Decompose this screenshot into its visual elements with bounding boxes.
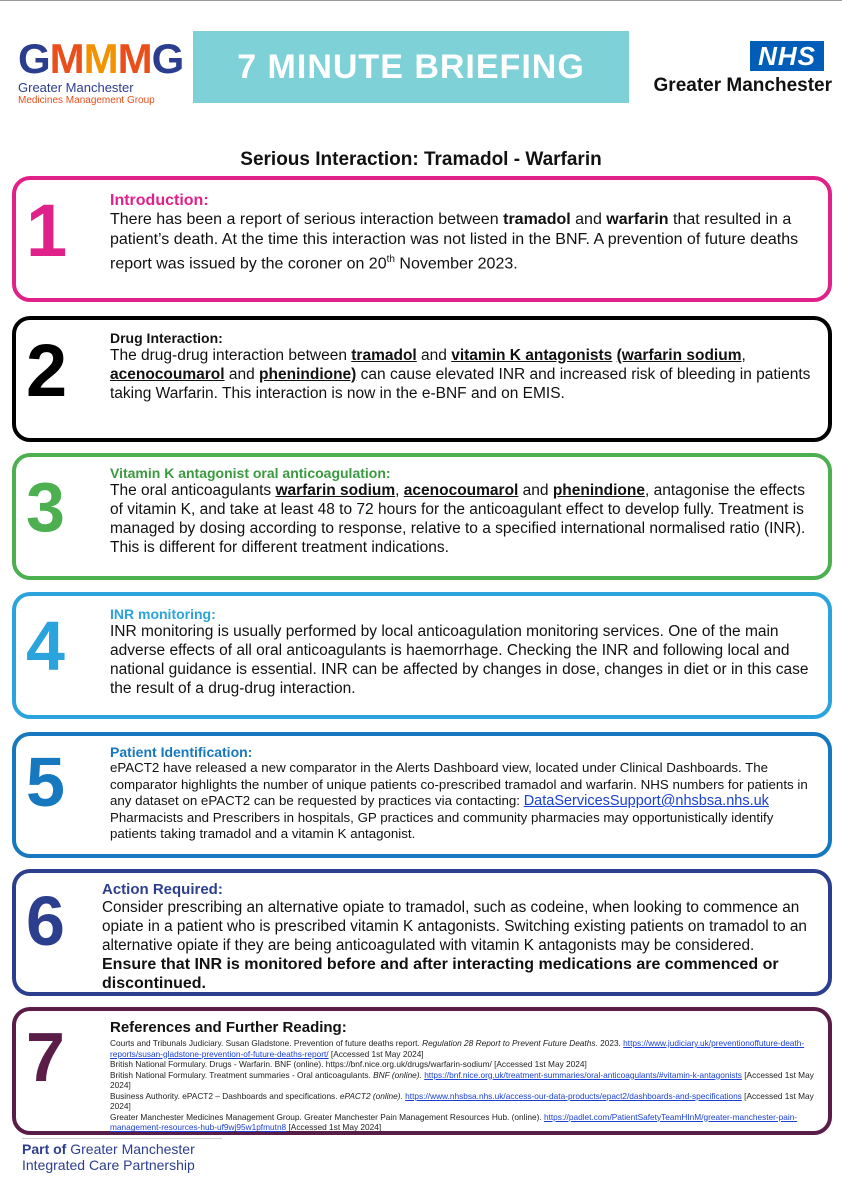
text-run: Pharmacists and Prescribers in hospitals, GP practices and community pharmacies may opportunistically identify patients taking tramadol and a vitamin K antagonist. <box>110 809 774 841</box>
text-run: that resulted in a patient’s death. At the time this interaction was not listed in the BNF. A prevention of future deaths report was issued by the coroner on 20 <box>110 211 799 273</box>
footer-divider <box>22 1138 222 1139</box>
gmmmg-logo <box>18 35 184 109</box>
ref-link[interactable]: https://www.judiciary.uk/preventionoffuture-death-reports/susan-gladstone-prevention-of-future-deaths-report/ <box>110 1038 805 1059</box>
footer-line1 <box>22 1141 195 1157</box>
emphasis-warfarin-sodium: (warfarin sodium <box>616 347 742 364</box>
gmmmg-org-line2: Medicines Management Group <box>18 95 155 106</box>
ref-text: British National Formulary. Treatment summaries - Oral anticoagulants. <box>110 1069 374 1080</box>
reference-item <box>110 1070 822 1091</box>
card-body <box>110 744 822 843</box>
text-run: can cause elevated INR and increased risk of bleeding in patients taking Warfarin. This interaction is now in the e-BNF and on EMIS. <box>110 366 811 402</box>
card-number: 6 <box>26 882 65 960</box>
page-title: Serious Interaction: Tramadol - Warfarin <box>240 149 602 170</box>
card-heading: Introduction: <box>110 192 209 209</box>
ref-link[interactable]: https://padlet.com/PatientSafetyTeamHInM/greater-manchester-pain-management-resources-hub-uf9wj95w1pfmutn8 <box>110 1111 798 1132</box>
card-number: 3 <box>26 468 65 546</box>
footer-part-of: Part of <box>22 1141 67 1157</box>
text-run: There has been a report of serious interaction between <box>110 211 504 228</box>
card-heading: Vitamin K antagonist oral anticoagulation: <box>110 465 391 481</box>
footer-org2: Integrated Care Partnership <box>22 1157 195 1173</box>
nhs-region-name: Greater Manchester <box>653 75 832 96</box>
gmmmg-logo-letter: G <box>18 35 50 82</box>
emphasis-warfarin-sodium: warfarin sodium <box>275 482 396 499</box>
card-text <box>110 210 822 274</box>
card-body <box>110 606 822 698</box>
card-text <box>102 898 822 993</box>
gmmmg-logo-letter: M <box>49 35 84 82</box>
ref-text: Greater Manchester Medicines Management Group. Greater Manchester Pain Management Resources Hub. (online). <box>110 1111 544 1122</box>
text-run: and <box>224 366 260 383</box>
ref-text: [Accessed 1st May 2024] <box>328 1048 424 1059</box>
gmmmg-logo-letters <box>18 35 183 82</box>
emphasis-action: Ensure that INR is monitored before and after interacting medications are commenced or discontinued. <box>102 956 779 992</box>
card-heading: Patient Identification: <box>110 744 253 760</box>
briefing-card-2 <box>12 316 832 442</box>
ref-text: [Accessed 1st May 2024] <box>286 1122 382 1132</box>
text-run: , antagonise the effects of vitamin K, and take at least 48 to 72 hours for the anticoagulant effect to develop fully. Treatment is managed by dosing according to response, relative to a specified international normalised ratio (INR). This is different for different treatment indications. <box>110 482 806 556</box>
text-run: , <box>395 482 404 499</box>
card-number: 5 <box>26 743 65 821</box>
ref-text: Courts and Tribunals Judiciary. Susan Gladstone. Prevention of future deaths report. <box>110 1038 423 1048</box>
card-body <box>110 330 822 403</box>
card-text <box>110 481 822 557</box>
emphasis-phenindione: phenindione <box>552 482 645 499</box>
text-run: , <box>741 347 746 364</box>
reference-item <box>110 1038 822 1059</box>
email-link[interactable]: DataServicesSupport@nhsbsa.nhs.uk <box>523 793 769 809</box>
gmmmg-logo-letter: M <box>117 35 152 82</box>
footer-org1: Greater Manchester <box>66 1141 195 1157</box>
ref-italic: Regulation 28 Report to Prevent Future Deaths. <box>422 1038 598 1048</box>
emphasis-tramadol: tramadol <box>503 211 571 228</box>
card-number: 1 <box>26 189 68 272</box>
text-run: The oral anticoagulants <box>110 482 276 499</box>
nhs-logo <box>632 41 832 97</box>
reference-item <box>110 1112 822 1133</box>
ref-text: [Accessed 1st May 2024] <box>110 1090 814 1111</box>
card-heading: References and Further Reading: <box>110 1019 347 1036</box>
card-number: 2 <box>26 329 68 412</box>
text-run: and <box>570 211 607 228</box>
card-heading: Drug Interaction: <box>110 330 223 346</box>
card-text <box>110 760 822 843</box>
briefing-card-3 <box>12 453 832 580</box>
ref-text: Business Authority. ePACT2 – Dashboards and specifications. <box>110 1090 340 1101</box>
reference-item <box>110 1091 822 1112</box>
text-run: ePACT2 have released a new comparator in the Alerts Dashboard view, located under Clinical Dashboards. The comparator highlights the number of unique patients co-prescribed tramadol and warfarin. NHS numbers for patients in any dataset on ePACT2 can be requested by practices via contacting: <box>110 760 808 808</box>
gmmmg-logo-letter: G <box>151 35 184 82</box>
emphasis-tramadol: tramadol <box>351 347 417 364</box>
superscript-th: th <box>386 254 395 265</box>
briefing-card-1 <box>12 176 832 302</box>
briefing-card-6 <box>12 869 832 996</box>
briefing-card-4 <box>12 592 832 719</box>
emphasis-warfarin: warfarin <box>606 211 669 228</box>
emphasis-acenocoumarol: acenocoumarol <box>110 366 225 383</box>
card-text <box>110 346 822 403</box>
card-body <box>102 881 822 993</box>
briefing-banner: 7 MINUTE BRIEFING <box>193 31 629 103</box>
card-body <box>110 192 822 274</box>
card-heading: INR monitoring: <box>110 606 216 622</box>
card-number: 7 <box>26 1018 65 1096</box>
gmmmg-org-line1: Greater Manchester <box>18 80 134 95</box>
ref-text: [Accessed 1st May 2024] <box>110 1069 814 1090</box>
emphasis-phenindione: phenindione) <box>259 366 357 383</box>
ref-link[interactable]: https://www.nhsbsa.nhs.uk/access-our-data-products/epact2/dashboards-and-specifications <box>405 1090 742 1101</box>
text-run: The drug-drug interaction between <box>110 347 352 364</box>
card-text: INR monitoring is usually performed by local anticoagulation monitoring services. One of the main adverse effects of all oral anticoagulants is haemorrhage. Checking the INR and following local and national guidance is essential. INR can be affected by changes in dose, changes in diet or in this case the result of a drug-drug interaction. <box>110 623 809 697</box>
card-body <box>110 1019 822 1133</box>
ref-italic: BNF (online). <box>373 1069 422 1080</box>
gmmmg-logo-mark <box>18 35 184 82</box>
ref-text: 2023. <box>597 1038 624 1048</box>
ref-italic: ePACT2 (online). <box>339 1090 403 1101</box>
footer-partnership <box>22 1141 195 1173</box>
ref-text: British National Formulary. Drugs - Warfarin. BNF (online). https://bnf.nice.org.uk/drugs/warfarin-sodium/ [Accessed 1st May 2024] <box>110 1059 587 1069</box>
briefing-card-5 <box>12 732 832 858</box>
emphasis-acenocoumarol: acenocoumarol <box>403 482 519 499</box>
reference-item <box>110 1059 822 1070</box>
text-run: Consider prescribing an alternative opiate to tramadol, such as codeine, when looking to commence an opiate in a patient who is prescribed vitamin K antagonists. Switching existing patients on tramadol to an alternative opiate if they are being anticoagulated with vitamin K antagonists may be considered. <box>102 899 807 954</box>
text-run: November 2023. <box>394 255 518 273</box>
nhs-logo-mark: NHS <box>750 41 824 71</box>
emphasis-vitamin-k-antagonists: vitamin K antagonists <box>451 347 613 364</box>
card-body <box>110 465 822 557</box>
text-run: and <box>518 482 553 499</box>
text-run: and <box>416 347 452 364</box>
card-number: 4 <box>26 607 65 685</box>
briefing-card-7 <box>12 1007 832 1135</box>
card-heading: Action Required: <box>102 881 223 898</box>
ref-link[interactable]: https://bnf.nice.org.uk/treatment-summaries/oral-anticoagulants/#vitamin-k-antagonists <box>424 1069 742 1080</box>
gmmmg-logo-letter: M <box>83 35 118 82</box>
